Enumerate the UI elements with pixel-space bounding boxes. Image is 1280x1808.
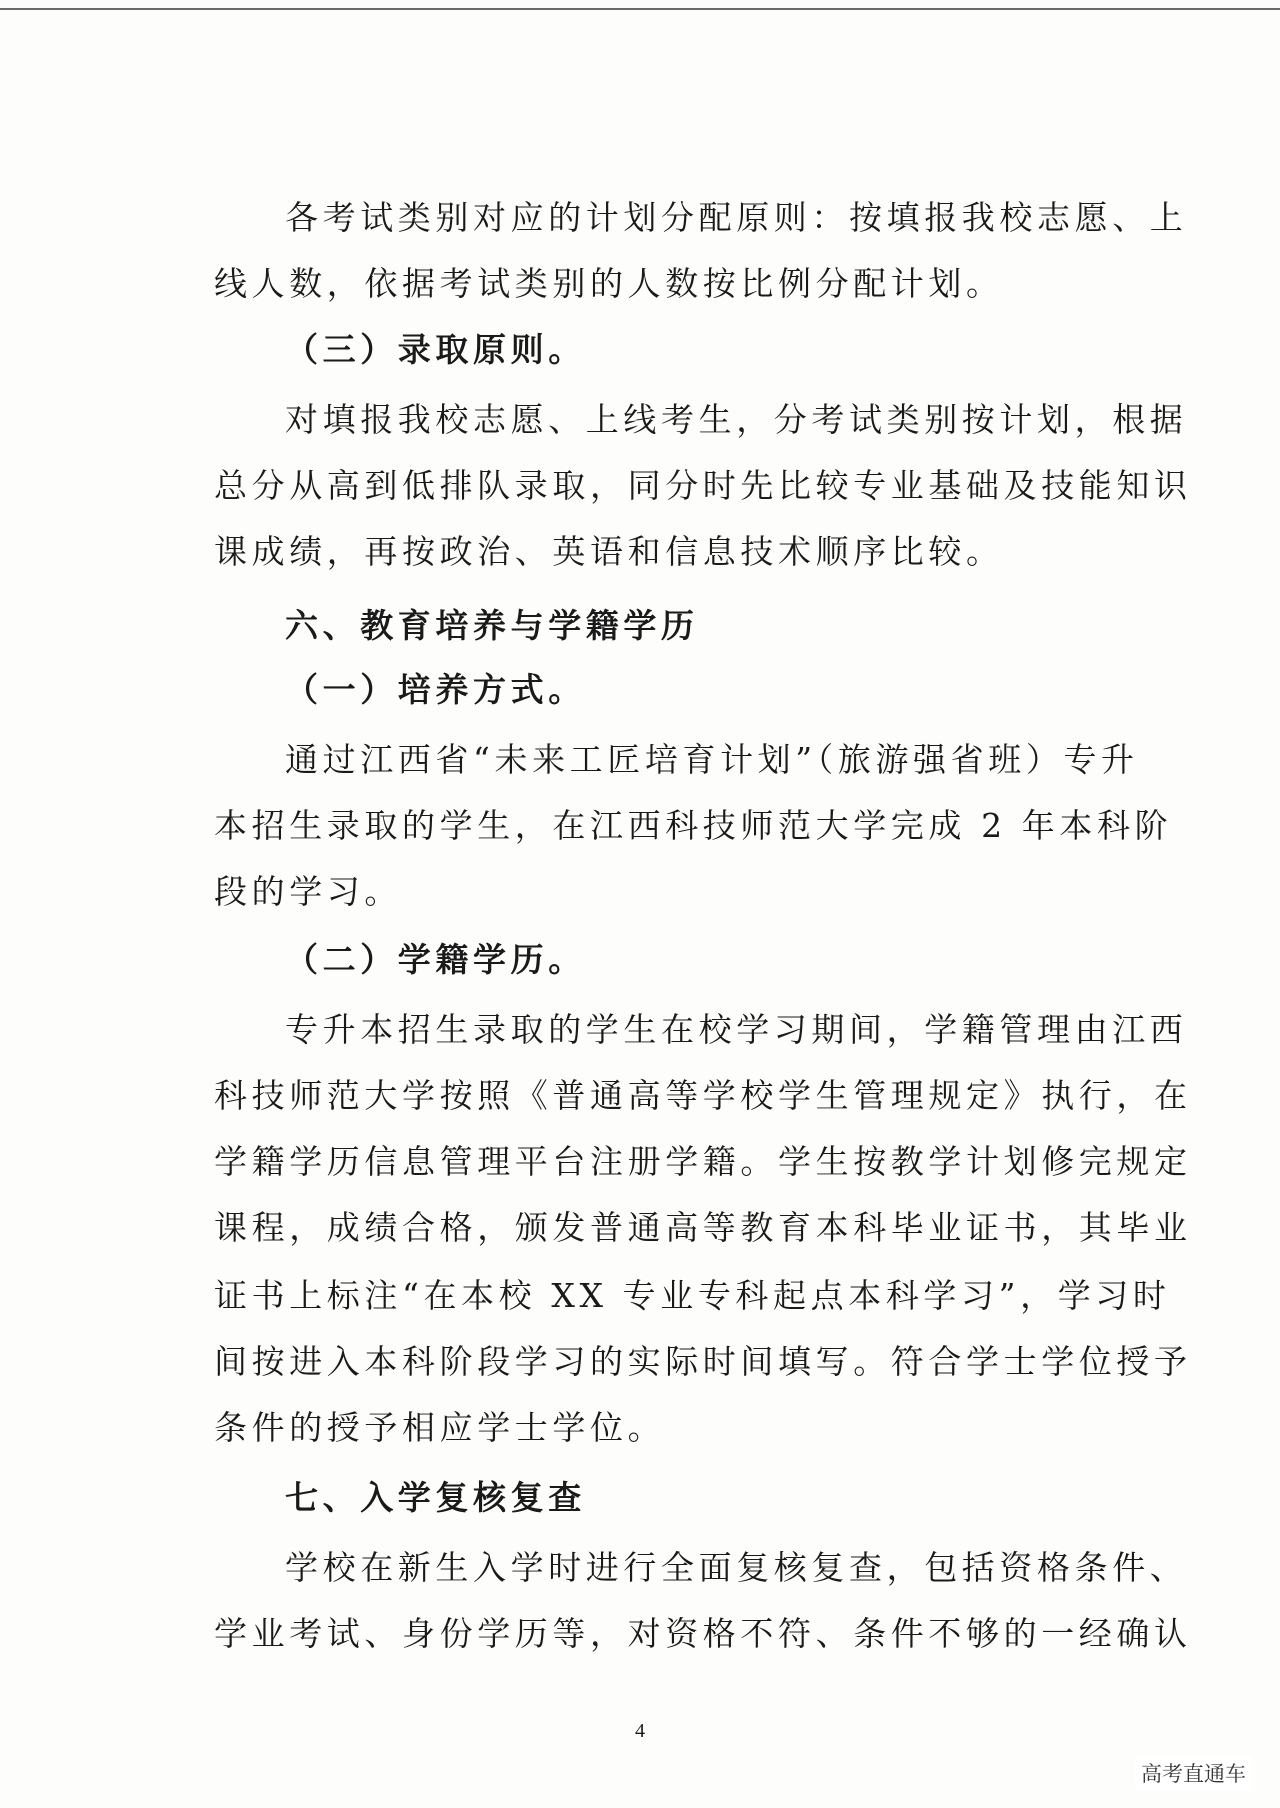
watermark-text: 高考直通车 [1135,1756,1252,1790]
subsection-heading: （一）培养方式。 [285,670,586,709]
paragraph-line: 对填报我校志愿、上线考生，分考试类别按计划，根据 [285,400,1188,439]
paragraph-line: 学业考试、身份学历等，对资格不符、条件不够的一经确认 [214,1614,1192,1653]
paragraph-line: 总分从高到低排队录取，同分时先比较专业基础及技能知识 [214,466,1192,505]
top-border-line [0,8,1280,10]
paragraph-line: 条件的授予相应学士学位。 [214,1408,666,1447]
paragraph-line: 通过江西省“未来工匠培育计划”（旅游强省班）专升 [285,740,1139,779]
paragraph-line: 科技师范大学按照《普通高等学校学生管理规定》执行，在 [214,1076,1192,1115]
section-heading: 六、教育培养与学籍学历 [285,606,699,645]
page-number: 4 [635,1720,645,1742]
paragraph-line: 专升本招生录取的学生在校学习期间，学籍管理由江西 [285,1010,1188,1049]
paragraph-line: 线人数，依据考试类别的人数按比例分配计划。 [214,264,1004,303]
paragraph-line: 各考试类别对应的计划分配原则：按填报我校志愿、上 [285,198,1188,237]
paragraph-line: 间按进入本科阶段学习的实际时间填写。符合学士学位授予 [214,1342,1192,1381]
paragraph-line: 段的学习。 [214,872,402,911]
subsection-heading: （三）录取原则。 [285,330,586,369]
paragraph-line: 学籍学历信息管理平台注册学籍。学生按教学计划修完规定 [214,1142,1192,1181]
paragraph-line: 课成绩，再按政治、英语和信息技术顺序比较。 [214,532,1004,571]
paragraph-line: 学校在新生入学时进行全面复核复查，包括资格条件、 [285,1548,1188,1587]
paragraph-line: 课程，成绩合格，颁发普通高等教育本科毕业证书，其毕业 [214,1208,1192,1247]
section-heading: 七、入学复核复查 [285,1478,586,1517]
subsection-heading: （二）学籍学历。 [285,940,586,979]
paragraph-line: 本招生录取的学生，在江西科技师范大学完成 2 年本科阶 [214,806,1173,845]
paragraph-line: 证书上标注“在本校 XX 专业专科起点本科学习”，学习时 [214,1276,1171,1315]
